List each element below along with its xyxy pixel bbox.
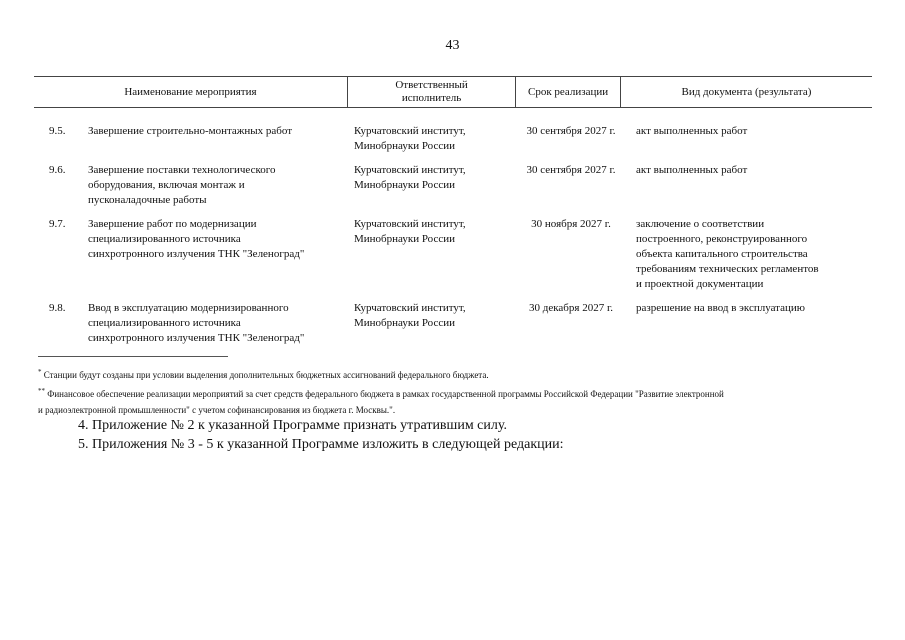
paragraph: 4. Приложение № 2 к указанной Программе признать утратившим силу. (78, 418, 507, 433)
footnote-divider (38, 356, 228, 357)
table-row (34, 124, 872, 154)
footnote-mark: ** (38, 387, 45, 395)
row-document: акт выполненных работ (636, 164, 748, 176)
row-name: Завершение поставки технологического оборудования, включая монтаж и пусконаладочные работы (88, 164, 276, 206)
row-deadline: 30 сентября 2027 г. (526, 164, 616, 176)
row-document: разрешение на ввод в эксплуатацию (636, 302, 805, 314)
header-executor: Ответственный исполнитель (347, 77, 515, 107)
footnote-text: Станции будут созданы при условии выделения дополнительных бюджетных ассигнований федерального бюджета. (43, 370, 489, 380)
table-row (34, 217, 872, 292)
row-executor: Курчатовский институт, Минобрнауки России (354, 302, 466, 329)
row-document: заключение о соответствии построенного, реконструированного объекта капитального строительства требованиям технических регламентов и проектной документации (636, 218, 819, 290)
row-name: Завершение строительно-монтажных работ (88, 125, 293, 137)
row-executor: Курчатовский институт, Минобрнауки России (354, 164, 466, 191)
footnote-1 (38, 364, 872, 383)
row-number: 9.8. (49, 302, 66, 314)
row-name: Завершение работ по модернизации специализированного источника синхротронного излучения ТНК "Зеленоград" (88, 218, 305, 260)
footnote-text: Финансовое обеспечение реализации мероприятий за счет средств федерального бюджета в рамках государственной программы Российской Федерации "Развитие электронной (47, 389, 724, 399)
footnote-2 (38, 383, 872, 402)
footnote-mark: * (38, 368, 42, 376)
table-body (34, 108, 872, 346)
row-name: Ввод в эксплуатацию модернизированного специализированного источника синхротронного излучения ТНК "Зеленоград" (88, 302, 305, 344)
body-paragraphs (78, 416, 868, 454)
row-document: акт выполненных работ (636, 125, 748, 137)
row-executor: Курчатовский институт, Минобрнауки России (354, 218, 466, 245)
row-number: 9.6. (49, 164, 66, 176)
table-row (34, 301, 872, 346)
header-document: Вид документа (результата) (620, 77, 872, 107)
table-header (34, 76, 872, 108)
table-row (34, 163, 872, 208)
row-number: 9.5. (49, 125, 66, 137)
header-name: Наименование мероприятия (124, 85, 257, 98)
footnotes (38, 364, 872, 418)
row-deadline: 30 ноября 2027 г. (531, 218, 611, 230)
events-table (34, 76, 872, 346)
header-deadline: Срок реализации (515, 77, 620, 107)
paragraph: 5. Приложения № 3 - 5 к указанной Программе изложить в следующей редакции: (78, 437, 564, 452)
row-number: 9.7. (49, 218, 66, 230)
row-deadline: 30 сентября 2027 г. (526, 125, 616, 137)
row-executor: Курчатовский институт, Минобрнауки России (354, 125, 466, 152)
footnote-2-continuation: и радиоэлектронной промышленности" с учетом софинансирования из бюджета г. Москвы.". (38, 405, 396, 415)
row-deadline: 30 декабря 2027 г. (529, 302, 613, 314)
page-number: 43 (445, 38, 460, 53)
